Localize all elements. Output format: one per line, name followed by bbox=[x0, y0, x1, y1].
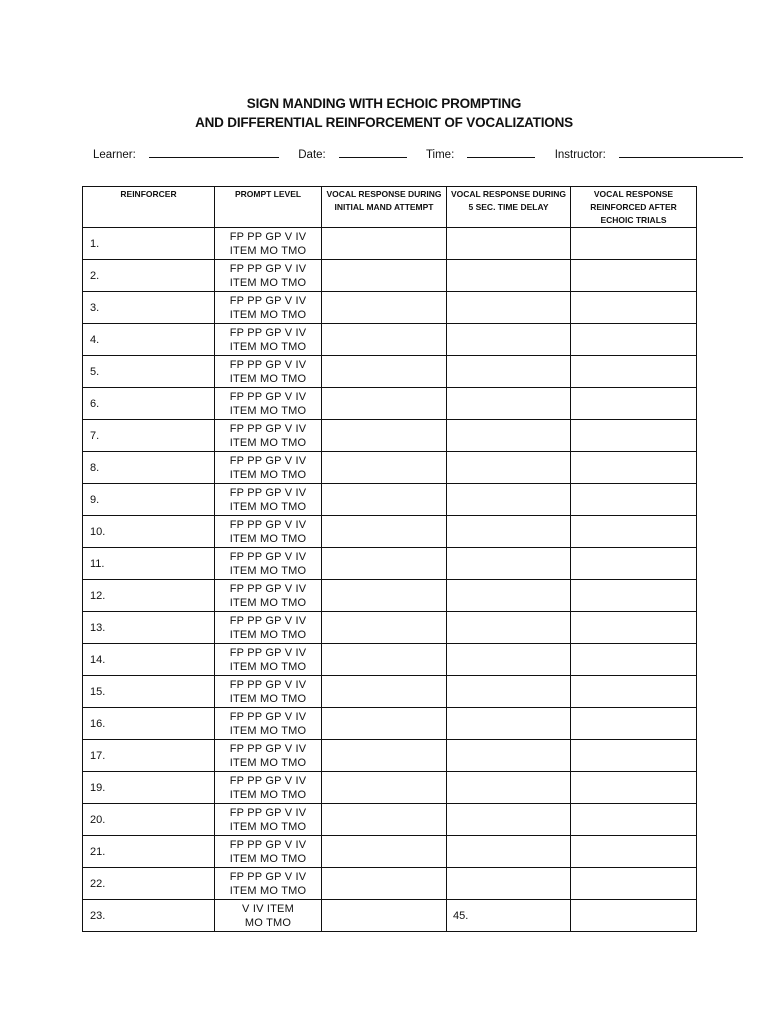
prompt-level-options[interactable]: V IV ITEM MO TMO bbox=[215, 900, 322, 932]
vocal-reinforced-cell[interactable] bbox=[571, 868, 697, 900]
table-row bbox=[83, 452, 697, 484]
row-number: 4. bbox=[83, 324, 215, 356]
prompt-level-options[interactable]: FP PP GP V IV ITEM MO TMO bbox=[215, 836, 322, 868]
vocal-initial-cell[interactable] bbox=[322, 324, 447, 356]
vocal-delay-cell[interactable] bbox=[447, 484, 571, 516]
vocal-delay-cell[interactable] bbox=[447, 804, 571, 836]
table-row bbox=[83, 612, 697, 644]
prompt-level-options[interactable]: FP PP GP V IV ITEM MO TMO bbox=[215, 548, 322, 580]
vocal-reinforced-cell[interactable] bbox=[571, 580, 697, 612]
vocal-delay-cell[interactable] bbox=[447, 836, 571, 868]
row-number: 14. bbox=[83, 644, 215, 676]
table-row bbox=[83, 644, 697, 676]
vocal-delay-cell[interactable] bbox=[447, 516, 571, 548]
vocal-reinforced-cell[interactable] bbox=[571, 612, 697, 644]
prompt-level-options[interactable]: FP PP GP V IV ITEM MO TMO bbox=[215, 260, 322, 292]
row-number: 23. bbox=[83, 900, 215, 932]
table-row bbox=[83, 740, 697, 772]
table-row bbox=[83, 356, 697, 388]
vocal-initial-cell[interactable] bbox=[322, 836, 447, 868]
vocal-initial-cell[interactable] bbox=[322, 388, 447, 420]
header-fields bbox=[93, 147, 693, 161]
vocal-initial-cell[interactable] bbox=[322, 228, 447, 260]
table-header-row bbox=[83, 187, 697, 228]
vocal-delay-cell[interactable] bbox=[447, 292, 571, 324]
vocal-reinforced-cell[interactable] bbox=[571, 388, 697, 420]
vocal-reinforced-cell[interactable] bbox=[571, 516, 697, 548]
time-label: Time: bbox=[425, 149, 455, 161]
vocal-reinforced-cell[interactable] bbox=[571, 292, 697, 324]
vocal-reinforced-cell[interactable] bbox=[571, 452, 697, 484]
vocal-reinforced-cell[interactable] bbox=[571, 708, 697, 740]
table-row bbox=[83, 388, 697, 420]
prompt-level-options[interactable]: FP PP GP V IV ITEM MO TMO bbox=[215, 708, 322, 740]
vocal-reinforced-cell[interactable] bbox=[571, 548, 697, 580]
prompt-level-options[interactable]: FP PP GP V IV ITEM MO TMO bbox=[215, 292, 322, 324]
table-row bbox=[83, 868, 697, 900]
row-number: 22. bbox=[83, 868, 215, 900]
row-number: 2. bbox=[83, 260, 215, 292]
prompt-level-options[interactable]: FP PP GP V IV ITEM MO TMO bbox=[215, 740, 322, 772]
table-row bbox=[83, 580, 697, 612]
vocal-delay-cell[interactable] bbox=[447, 452, 571, 484]
prompt-level-options[interactable]: FP PP GP V IV ITEM MO TMO bbox=[215, 516, 322, 548]
table-row bbox=[83, 420, 697, 452]
vocal-delay-cell[interactable] bbox=[447, 708, 571, 740]
vocal-initial-cell[interactable] bbox=[322, 292, 447, 324]
vocal-delay-cell[interactable] bbox=[447, 324, 571, 356]
vocal-initial-cell[interactable] bbox=[322, 516, 447, 548]
vocal-initial-cell[interactable] bbox=[322, 676, 447, 708]
table-row bbox=[83, 804, 697, 836]
date-label: Date: bbox=[298, 149, 326, 161]
row-number: 9. bbox=[83, 484, 215, 516]
header-vocal-initial: VOCAL RESPONSE DURING INITIAL MAND ATTEMPT bbox=[322, 187, 447, 228]
vocal-initial-cell[interactable] bbox=[322, 868, 447, 900]
instructor-label: Instructor: bbox=[554, 149, 606, 161]
title-line-2: AND DIFFERENTIAL REINFORCEMENT OF VOCALIZATIONS bbox=[195, 115, 573, 130]
vocal-reinforced-cell[interactable] bbox=[571, 260, 697, 292]
table-row-last bbox=[83, 900, 697, 932]
time-field[interactable] bbox=[426, 149, 544, 161]
learner-label: Learner: bbox=[93, 149, 136, 161]
header-prompt-level: PROMPT LEVEL bbox=[215, 187, 322, 228]
row-number: 15. bbox=[83, 676, 215, 708]
vocal-reinforced-cell[interactable] bbox=[571, 772, 697, 804]
vocal-initial-cell[interactable] bbox=[322, 740, 447, 772]
time-blank[interactable] bbox=[467, 147, 535, 158]
row-number: 3. bbox=[83, 292, 215, 324]
vocal-reinforced-cell[interactable] bbox=[571, 420, 697, 452]
instructor-blank[interactable] bbox=[619, 147, 743, 158]
row-number: 16. bbox=[83, 708, 215, 740]
prompt-level-options[interactable]: FP PP GP V IV ITEM MO TMO bbox=[215, 580, 322, 612]
vocal-delay-cell[interactable]: 45. bbox=[447, 900, 571, 932]
header-vocal-reinforced: VOCAL RESPONSE REINFORCED AFTER ECHOIC TRIALS bbox=[571, 187, 697, 228]
learner-field[interactable] bbox=[93, 149, 287, 161]
vocal-initial-cell[interactable] bbox=[322, 260, 447, 292]
row-number: 17. bbox=[83, 740, 215, 772]
vocal-delay-cell[interactable] bbox=[447, 644, 571, 676]
vocal-reinforced-cell[interactable] bbox=[571, 804, 697, 836]
instructor-field[interactable] bbox=[555, 149, 751, 161]
table-row bbox=[83, 516, 697, 548]
prompt-level-options[interactable]: FP PP GP V IV ITEM MO TMO bbox=[215, 484, 322, 516]
row-number: 11. bbox=[83, 548, 215, 580]
vocal-delay-cell[interactable] bbox=[447, 580, 571, 612]
row-number: 10. bbox=[83, 516, 215, 548]
table-row bbox=[83, 836, 697, 868]
prompt-level-options[interactable]: FP PP GP V IV ITEM MO TMO bbox=[215, 388, 322, 420]
prompt-level-options[interactable]: FP PP GP V IV ITEM MO TMO bbox=[215, 868, 322, 900]
prompt-level-options[interactable]: FP PP GP V IV ITEM MO TMO bbox=[215, 324, 322, 356]
row-number: 13. bbox=[83, 612, 215, 644]
vocal-reinforced-cell[interactable] bbox=[571, 836, 697, 868]
prompt-level-options[interactable]: FP PP GP V IV ITEM MO TMO bbox=[215, 612, 322, 644]
prompt-level-options[interactable]: FP PP GP V IV ITEM MO TMO bbox=[215, 676, 322, 708]
row-number: 7. bbox=[83, 420, 215, 452]
row-number: 19. bbox=[83, 772, 215, 804]
vocal-delay-cell[interactable] bbox=[447, 612, 571, 644]
prompt-level-options[interactable]: FP PP GP V IV ITEM MO TMO bbox=[215, 644, 322, 676]
table-row bbox=[83, 484, 697, 516]
row-number: 12. bbox=[83, 580, 215, 612]
prompt-level-options[interactable]: FP PP GP V IV ITEM MO TMO bbox=[215, 452, 322, 484]
table-row bbox=[83, 708, 697, 740]
date-blank[interactable] bbox=[339, 147, 407, 158]
document-title bbox=[0, 94, 768, 132]
vocal-delay-cell[interactable] bbox=[447, 228, 571, 260]
vocal-delay-cell[interactable] bbox=[447, 772, 571, 804]
data-sheet-table bbox=[82, 186, 697, 932]
table-row bbox=[83, 676, 697, 708]
vocal-delay-cell[interactable] bbox=[447, 356, 571, 388]
vocal-initial-cell[interactable] bbox=[322, 356, 447, 388]
row-number: 20. bbox=[83, 804, 215, 836]
vocal-initial-cell[interactable] bbox=[322, 708, 447, 740]
vocal-reinforced-cell[interactable] bbox=[571, 228, 697, 260]
table-row bbox=[83, 324, 697, 356]
vocal-initial-cell[interactable] bbox=[322, 484, 447, 516]
row-number: 1. bbox=[83, 228, 215, 260]
row-number: 21. bbox=[83, 836, 215, 868]
vocal-delay-cell[interactable] bbox=[447, 260, 571, 292]
prompt-level-options[interactable]: FP PP GP V IV ITEM MO TMO bbox=[215, 804, 322, 836]
row-number: 6. bbox=[83, 388, 215, 420]
table-row bbox=[83, 548, 697, 580]
prompt-level-options[interactable]: FP PP GP V IV ITEM MO TMO bbox=[215, 356, 322, 388]
title-line-1: SIGN MANDING WITH ECHOIC PROMPTING bbox=[246, 96, 522, 111]
row-number: 5. bbox=[83, 356, 215, 388]
vocal-reinforced-cell[interactable] bbox=[571, 740, 697, 772]
vocal-reinforced-cell[interactable] bbox=[571, 676, 697, 708]
vocal-initial-cell[interactable] bbox=[322, 452, 447, 484]
learner-blank[interactable] bbox=[149, 147, 279, 158]
table-row bbox=[83, 292, 697, 324]
vocal-initial-cell[interactable] bbox=[322, 580, 447, 612]
vocal-initial-cell[interactable] bbox=[322, 548, 447, 580]
prompt-level-options[interactable]: FP PP GP V IV ITEM MO TMO bbox=[215, 772, 322, 804]
vocal-reinforced-cell[interactable] bbox=[571, 324, 697, 356]
vocal-initial-cell[interactable] bbox=[322, 804, 447, 836]
row-number: 8. bbox=[83, 452, 215, 484]
vocal-delay-cell[interactable] bbox=[447, 420, 571, 452]
vocal-initial-cell[interactable] bbox=[322, 644, 447, 676]
vocal-reinforced-cell[interactable] bbox=[571, 484, 697, 516]
vocal-initial-cell[interactable] bbox=[322, 420, 447, 452]
table-row bbox=[83, 228, 697, 260]
vocal-reinforced-cell[interactable] bbox=[571, 644, 697, 676]
vocal-delay-cell[interactable] bbox=[447, 676, 571, 708]
header-vocal-delay: VOCAL RESPONSE DURING 5 SEC. TIME DELAY bbox=[447, 187, 571, 228]
vocal-initial-cell[interactable] bbox=[322, 900, 447, 932]
vocal-reinforced-cell[interactable] bbox=[571, 356, 697, 388]
vocal-initial-cell[interactable] bbox=[322, 612, 447, 644]
table-row bbox=[83, 260, 697, 292]
table-row bbox=[83, 772, 697, 804]
vocal-reinforced-cell[interactable] bbox=[571, 900, 697, 932]
date-field[interactable] bbox=[298, 149, 415, 161]
vocal-delay-cell[interactable] bbox=[447, 548, 571, 580]
vocal-initial-cell[interactable] bbox=[322, 772, 447, 804]
header-reinforcer: REINFORCER bbox=[83, 187, 215, 228]
vocal-delay-cell[interactable] bbox=[447, 740, 571, 772]
vocal-delay-cell[interactable] bbox=[447, 868, 571, 900]
prompt-level-options[interactable]: FP PP GP V IV ITEM MO TMO bbox=[215, 420, 322, 452]
prompt-level-options[interactable]: FP PP GP V IV ITEM MO TMO bbox=[215, 228, 322, 260]
vocal-delay-cell[interactable] bbox=[447, 388, 571, 420]
